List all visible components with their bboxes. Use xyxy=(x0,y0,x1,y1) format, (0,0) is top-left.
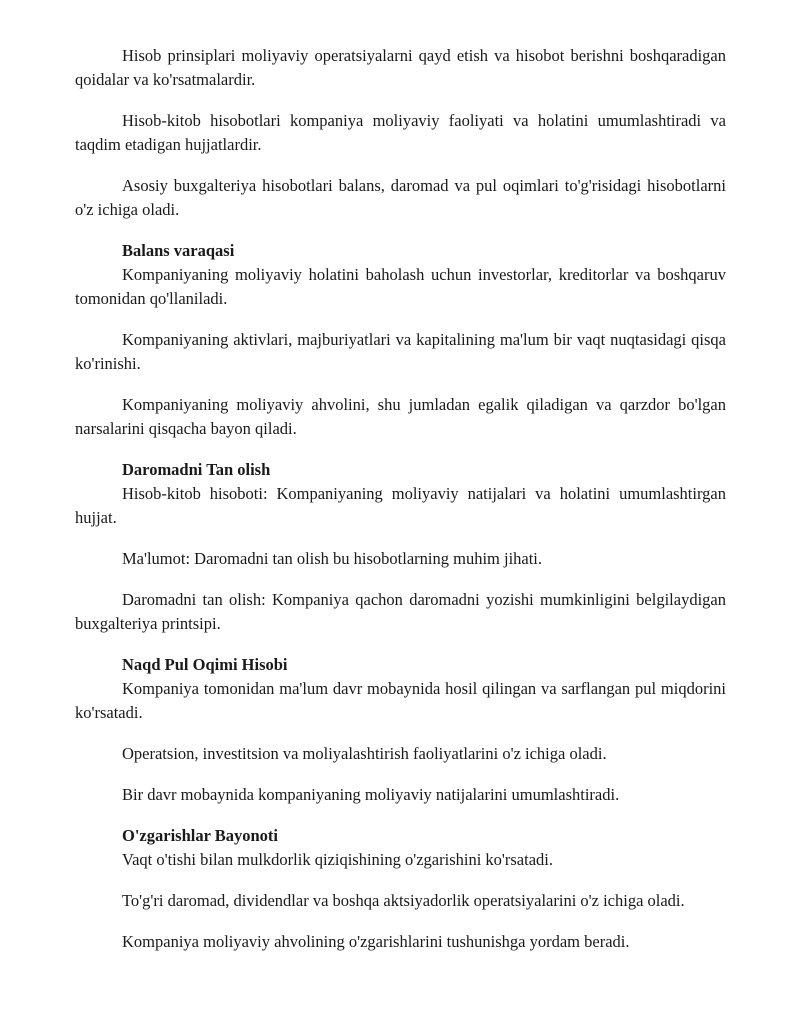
intro-paragraph-1: Hisob prinsiplari moliyaviy operatsiyalarni qayd etish va hisobot berishni boshqaradigan qoidalar va ko'rsatmalardir. xyxy=(75,46,726,89)
section-heading: O'zgarishlar Bayonoti xyxy=(122,826,278,845)
section-paragraph: Kompaniya moliyaviy ahvolining o'zgarishlarini tushunishga yordam beradi. xyxy=(122,932,630,951)
section-paragraph: Bir davr mobaynida kompaniyaning moliyaviy natijalarini umumlashtiradi. xyxy=(122,785,620,804)
section-paragraph: Daromadni tan olish: Kompaniya qachon daromadni yozishi mumkinligini belgilaydigan buxgalteriya printsipi. xyxy=(75,590,726,633)
section-daromadni-tan-olish xyxy=(75,458,726,636)
section-paragraph: To'g'ri daromad, dividendlar va boshqa aktsiyadorlik operatsiyalarini o'z ichiga oladi. xyxy=(122,891,685,910)
document-page xyxy=(75,44,726,971)
section-ozgarishlar-bayonoti xyxy=(75,824,726,954)
section-paragraph: Kompaniya tomonidan ma'lum davr mobaynida hosil qilingan va sarflangan pul miqdorini ko'rsatadi. xyxy=(75,679,726,722)
section-heading: Daromadni Tan olish xyxy=(122,460,271,479)
section-paragraph: Kompaniyaning moliyaviy ahvolini, shu jumladan egalik qiladigan va qarzdor bo'lgan narsalarini qisqacha bayon qiladi. xyxy=(75,395,726,438)
section-paragraph: Operatsion, investitsion va moliyalashtirish faoliyatlarini o'z ichiga oladi. xyxy=(122,744,607,763)
section-balans-varaqasi xyxy=(75,239,726,441)
intro-paragraph-2: Hisob-kitob hisobotlari kompaniya moliyaviy faoliyati va holatini umumlashtiradi va taqdim etadigan hujjatlardir. xyxy=(75,111,726,154)
section-paragraph: Ma'lumot: Daromadni tan olish bu hisobotlarning muhim jihati. xyxy=(122,549,543,568)
section-paragraph: Kompaniyaning moliyaviy holatini baholash uchun investorlar, kreditorlar va boshqaruv tomonidan qo'llaniladi. xyxy=(75,265,726,308)
section-heading: Balans varaqasi xyxy=(122,241,235,260)
section-paragraph: Hisob-kitob hisoboti: Kompaniyaning moliyaviy natijalari va holatini umumlashtirgan hujjat. xyxy=(75,484,726,527)
section-paragraph: Kompaniyaning aktivlari, majburiyatlari va kapitalining ma'lum bir vaqt nuqtasidagi qisqa ko'rinishi. xyxy=(75,330,726,373)
section-naqd-pul-oqimi xyxy=(75,653,726,807)
intro-paragraph-3: Asosiy buxgalteriya hisobotlari balans, daromad va pul oqimlari to'g'risidagi hisobotlarni o'z ichiga oladi. xyxy=(75,176,726,219)
section-heading: Naqd Pul Oqimi Hisobi xyxy=(122,655,288,674)
section-paragraph: Vaqt o'tishi bilan mulkdorlik qiziqishining o'zgarishini ko'rsatadi. xyxy=(122,850,553,869)
